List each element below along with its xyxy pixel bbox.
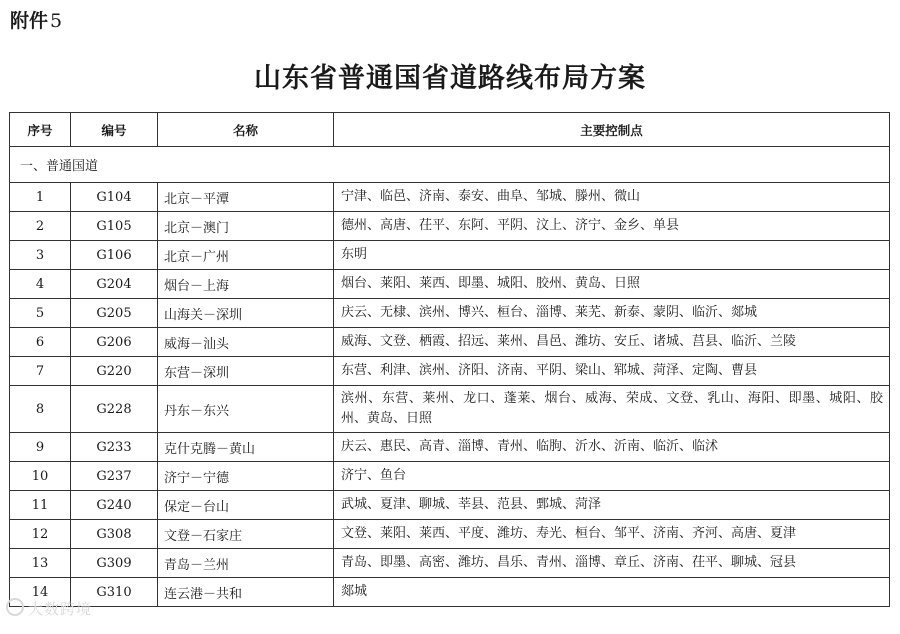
- route-name: 文登－石家庄: [158, 520, 334, 549]
- table-row: [10, 491, 890, 520]
- table-row: [10, 357, 890, 386]
- control-points: 威海、文登、栖霞、招远、莱州、昌邑、潍坊、安丘、诸城、莒县、临沂、兰陵: [334, 328, 890, 357]
- route-code: G206: [71, 328, 158, 357]
- section-title: 一、普通国道: [10, 147, 890, 183]
- row-number: 9: [10, 433, 71, 462]
- route-code: G204: [71, 270, 158, 299]
- row-number: 14: [10, 578, 71, 607]
- control-points: 庆云、惠民、高青、淄博、青州、临朐、沂水、沂南、临沂、临沭: [334, 433, 890, 462]
- row-number: 2: [10, 212, 71, 241]
- control-points: 庆云、无棣、滨州、博兴、桓台、淄博、莱芜、新泰、蒙阴、临沂、郯城: [334, 299, 890, 328]
- control-points: 德州、高唐、茌平、东阿、平阴、汶上、济宁、金乡、单县: [334, 212, 890, 241]
- control-points: 宁津、临邑、济南、泰安、曲阜、邹城、滕州、微山: [334, 183, 890, 212]
- row-number: 1: [10, 183, 71, 212]
- control-points: 文登、莱阳、莱西、平度、潍坊、寿光、桓台、邹平、济南、齐河、高唐、夏津: [334, 520, 890, 549]
- table-row: [10, 299, 890, 328]
- route-code: G106: [71, 241, 158, 270]
- table-row: [10, 520, 890, 549]
- route-name: 保定－台山: [158, 491, 334, 520]
- attachment-word: 附件: [10, 10, 49, 32]
- route-code: G220: [71, 357, 158, 386]
- control-points: 青岛、即墨、高密、潍坊、昌乐、青州、淄博、章丘、济南、茌平、聊城、冠县: [334, 549, 890, 578]
- watermark-text: 大数跨境: [28, 600, 93, 618]
- route-name: 青岛－兰州: [158, 549, 334, 578]
- route-code: G308: [71, 520, 158, 549]
- route-name: 威海－汕头: [158, 328, 334, 357]
- route-code: G310: [71, 578, 158, 607]
- route-name: 克什克腾－黄山: [158, 433, 334, 462]
- watermark-logo-icon: [6, 598, 24, 616]
- row-number: 6: [10, 328, 71, 357]
- route-code: G233: [71, 433, 158, 462]
- row-number: 5: [10, 299, 71, 328]
- header-points: 主要控制点: [334, 113, 890, 147]
- attachment-label: [10, 6, 62, 33]
- watermark: [6, 598, 92, 619]
- route-code: G237: [71, 462, 158, 491]
- route-name: 北京－平潭: [158, 183, 334, 212]
- section-row: [10, 147, 890, 183]
- row-number: 3: [10, 241, 71, 270]
- table-row: [10, 549, 890, 578]
- route-code: G309: [71, 549, 158, 578]
- table-row: [10, 328, 890, 357]
- row-number: 11: [10, 491, 71, 520]
- table-header-row: [10, 113, 890, 147]
- control-points: 烟台、莱阳、莱西、即墨、城阳、胶州、黄岛、日照: [334, 270, 890, 299]
- table-row: [10, 578, 890, 607]
- route-code: G205: [71, 299, 158, 328]
- route-name: 东营－深圳: [158, 357, 334, 386]
- table-row: [10, 270, 890, 299]
- control-points: 济宁、鱼台: [334, 462, 890, 491]
- table-row: [10, 212, 890, 241]
- route-name: 山海关－深圳: [158, 299, 334, 328]
- control-points: 郯城: [334, 578, 890, 607]
- row-number: 12: [10, 520, 71, 549]
- route-name: 丹东－东兴: [158, 386, 334, 433]
- table-row: [10, 183, 890, 212]
- row-number: 4: [10, 270, 71, 299]
- row-number: 8: [10, 386, 71, 433]
- route-name: 烟台－上海: [158, 270, 334, 299]
- row-number: 7: [10, 357, 71, 386]
- control-points: 武城、夏津、聊城、莘县、范县、鄄城、菏泽: [334, 491, 890, 520]
- table-row: [10, 386, 890, 433]
- header-code: 编号: [71, 113, 158, 147]
- control-points: 东明: [334, 241, 890, 270]
- row-number: 10: [10, 462, 71, 491]
- route-name: 济宁－宁德: [158, 462, 334, 491]
- table-row: [10, 241, 890, 270]
- row-number: 13: [10, 549, 71, 578]
- route-code: G105: [71, 212, 158, 241]
- route-name: 连云港－共和: [158, 578, 334, 607]
- page-title: 山东省普通国省道路线布局方案: [254, 63, 646, 94]
- route-code: G240: [71, 491, 158, 520]
- control-points: 东营、利津、滨州、济阳、济南、平阴、梁山、郓城、菏泽、定陶、曹县: [334, 357, 890, 386]
- route-table: [9, 112, 890, 607]
- header-no: 序号: [10, 113, 71, 147]
- control-points: 滨州、东营、莱州、龙口、蓬莱、烟台、威海、荣成、文登、乳山、海阳、即墨、城阳、胶州、黄岛、日照: [334, 386, 890, 433]
- route-name: 北京－广州: [158, 241, 334, 270]
- attachment-number: 5: [50, 10, 63, 32]
- header-name: 名称: [158, 113, 334, 147]
- table-row: [10, 462, 890, 491]
- route-code: G228: [71, 386, 158, 433]
- route-code: G104: [71, 183, 158, 212]
- route-name: 北京－澳门: [158, 212, 334, 241]
- table-row: [10, 433, 890, 462]
